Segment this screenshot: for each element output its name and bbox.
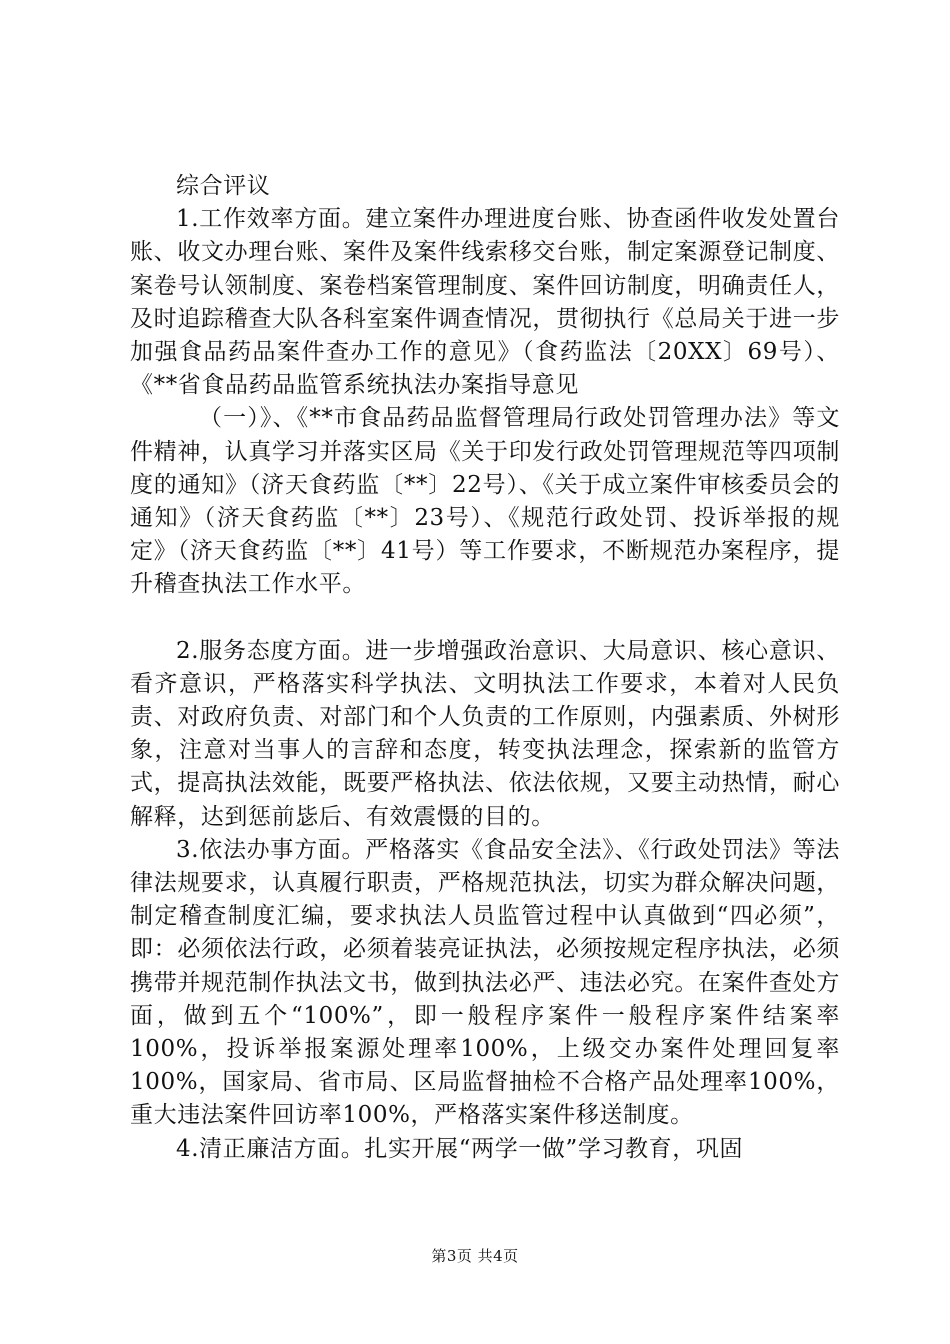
document-body — [130, 170, 840, 1166]
paragraph-integrity: 4.清正廉洁方面。扎实开展“两学一做”学习教育，巩固 — [176, 1135, 744, 1162]
paragraph-work-efficiency-continued: （一）》、《**市食品药品监督管理局行政处罚管理办法》等文件精神，认真学习并落实区局《关于印发行政处罚管理规范等四项制度的通知》（济天食药监〔**〕22号）、《关于成立案件审核委员会的通知》（济天食药监〔**〕23号）、《规范行政处罚、投诉举报的规定》（济天食药监〔**〕41号）等工作要求，不断规范办案程序，提升稽查执法工作水平。 — [130, 405, 840, 598]
section-heading: 综合评议 — [176, 173, 271, 199]
paragraph-spacer — [130, 602, 840, 635]
page-number-footer: 第3页 共4页 — [431, 1247, 519, 1265]
paragraph-service-attitude: 2.服务态度方面。进一步增强政治意识、大局意识、核心意识、看齐意识，严格落实科学执法、文明执法工作要求，本着对人民负责、对政府负责、对部门和个人负责的工作原则，内强素质、外树形象，注意对当事人的言辞和态度，转变执法理念，探索新的监管方式，提高执法效能，既要严格执法、依法依规，又要主动热情，耐心解释，达到惩前毖后、有效震慑的目的。 — [130, 637, 840, 830]
paragraph-work-efficiency: 1.工作效率方面。建立案件办理进度台账、协查函件收发处置台账、收文办理台账、案件及案件线索移交台账，制定案源登记制度、案卷号认领制度、案卷档案管理制度、案件回访制度，明确责任人，及时追踪稽查大队各科室案件调查情况，贯彻执行《总局关于进一步加强食品药品案件查办工作的意见》（食药监法〔20XX〕69号）、《**省食品药品监管系统执法办案指导意见 — [130, 206, 840, 399]
paragraph-lawful-conduct: 3.依法办事方面。严格落实《食品安全法》、《行政处罚法》等法律法规要求，认真履行职责，严格规范执法，切实为群众解决问题，制定稽查制度汇编，要求执法人员监管过程中认真做到“四必须”，即：必须依法行政，必须着装亮证执法，必须按规定程序执法，必须携带并规范制作执法文书，做到执法必严、违法必究。在案件查处方面，做到五个“100%”，即一般程序案件一般程序案件结案率100%，投诉举报案源处理率100%，上级交办案件处理回复率100%，国家局、省市局、区局监督抽检不合格产品处理率100%，重大违法案件回访率100%，严格落实案件移送制度。 — [130, 836, 840, 1129]
